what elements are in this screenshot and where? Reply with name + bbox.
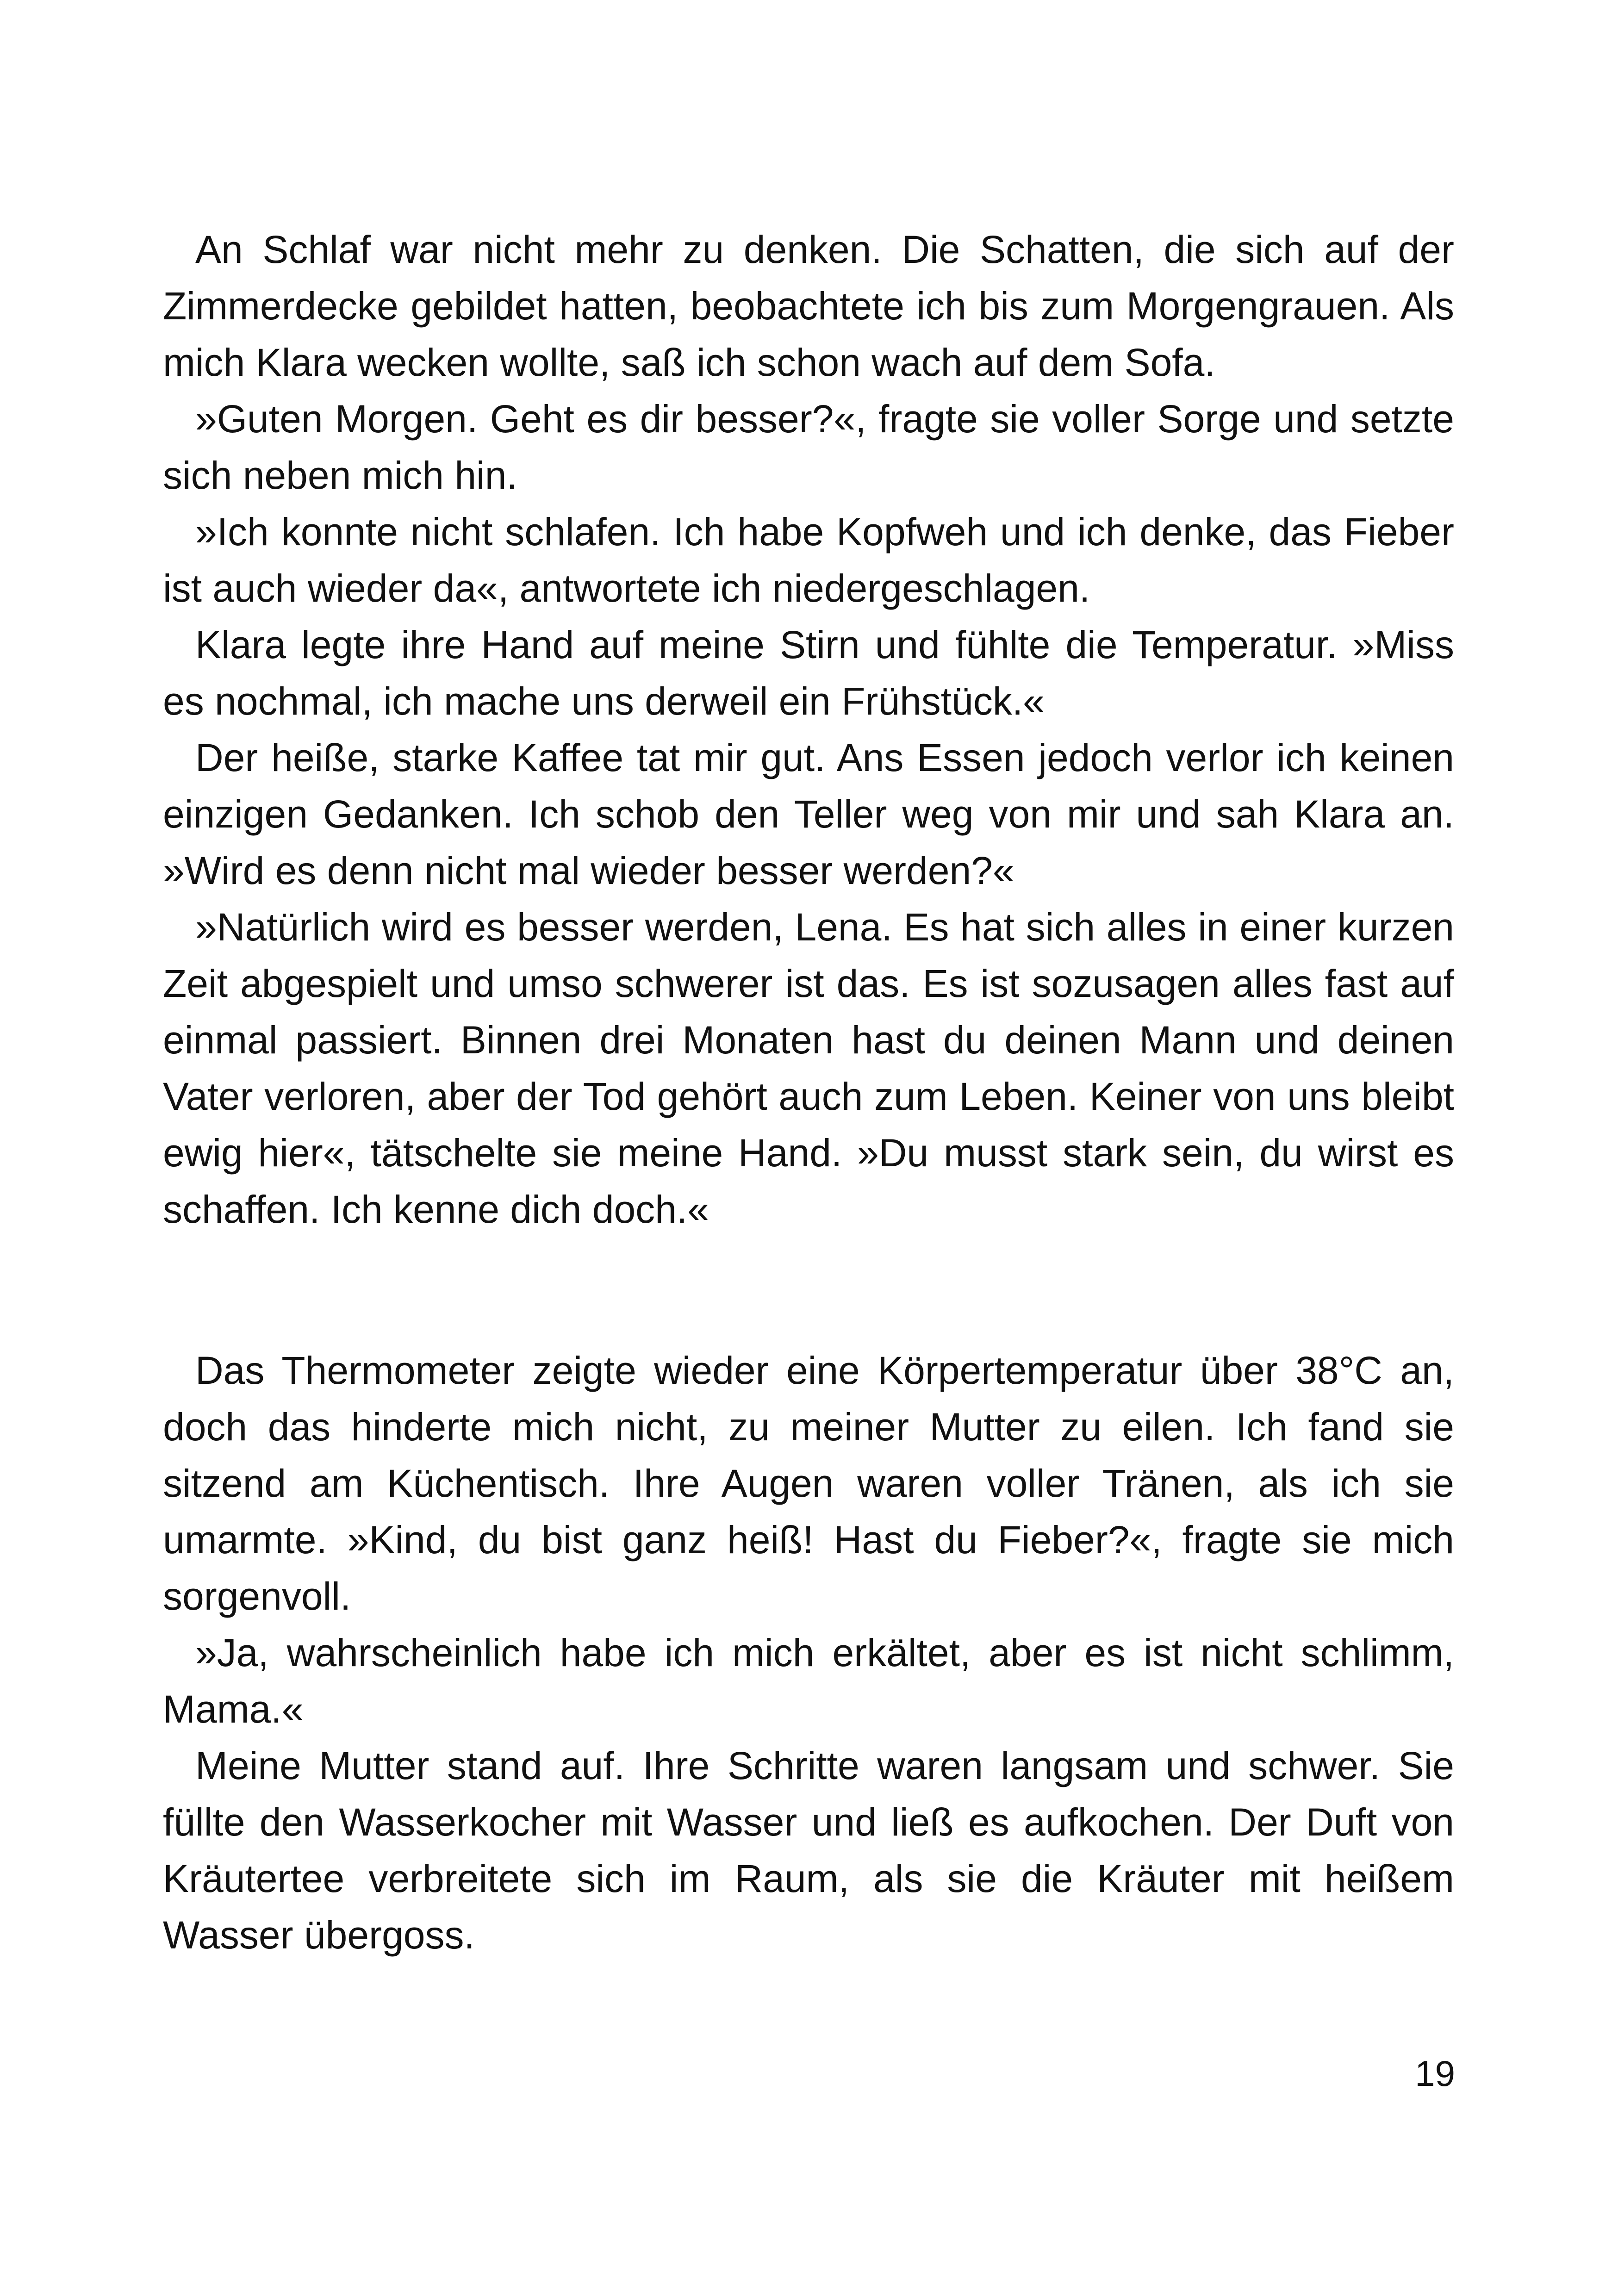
paragraph: »Ja, wahrscheinlich habe ich mich erkältet, aber es ist nicht schlimm, Mama.« [163, 1631, 1454, 1731]
paragraph: Meine Mutter stand auf. Ihre Schritte waren langsam und schwer. Sie füllte den Wasserkocher mit Wasser und ließ es aufkochen. Der Duft von Kräutertee verbreitete sich im Raum, als sie die Kräuter mit heißem Wasser übergoss. [163, 1744, 1454, 1957]
text-section-2 [163, 1342, 1454, 1963]
paragraph: »Natürlich wird es besser werden, Lena. Es hat sich alles in einer kurzen Zeit abgespielt und umso schwerer ist das. Es ist sozusagen alles fast auf einmal passiert. Binnen drei Monaten hast du deinen Mann und deinen Vater verloren, aber der Tod gehört auch zum Leben. Keiner von uns bleibt ewig hier«, tätschelte sie meine Hand. »Du musst stark sein, du wirst es schaffen. Ich kenne dich doch.« [163, 905, 1454, 1231]
paragraph: Das Thermometer zeigte wieder eine Körpertemperatur über 38°C an, doch das hinderte mich nicht, zu meiner Mutter zu eilen. Ich fand sie sitzend am Küchentisch. Ihre Augen waren voller Tränen, als ich sie umarmte. »Kind, du bist ganz heiß! Hast du Fieber?«, fragte sie mich sorgenvoll. [163, 1349, 1454, 1618]
paragraph: »Ich konnte nicht schlafen. Ich habe Kopfweh und ich denke, das Fieber ist auch wieder da«, antwortete ich niedergeschlagen. [163, 510, 1454, 610]
text-section-1 [163, 221, 1454, 1238]
paragraph: »Guten Morgen. Geht es dir besser?«, fragte sie voller Sorge und setzte sich neben mich hin. [163, 397, 1454, 497]
paragraph: An Schlaf war nicht mehr zu denken. Die Schatten, die sich auf der Zimmerdecke gebildet hatten, beobachtete ich bis zum Morgengrauen. Als mich Klara wecken wollte, saß ich schon wach auf dem Sofa. [163, 228, 1454, 384]
page-number: 19 [1415, 2053, 1455, 2094]
paragraph: Der heiße, starke Kaffee tat mir gut. Ans Essen jedoch verlor ich keinen einzigen Gedanken. Ich schob den Teller weg von mir und sah Klara an. »Wird es denn nicht mal wieder besser werden?« [163, 736, 1454, 892]
paragraph: Klara legte ihre Hand auf meine Stirn und fühlte die Temperatur. »Miss es nochmal, ich mache uns derweil ein Frühstück.« [163, 623, 1454, 723]
